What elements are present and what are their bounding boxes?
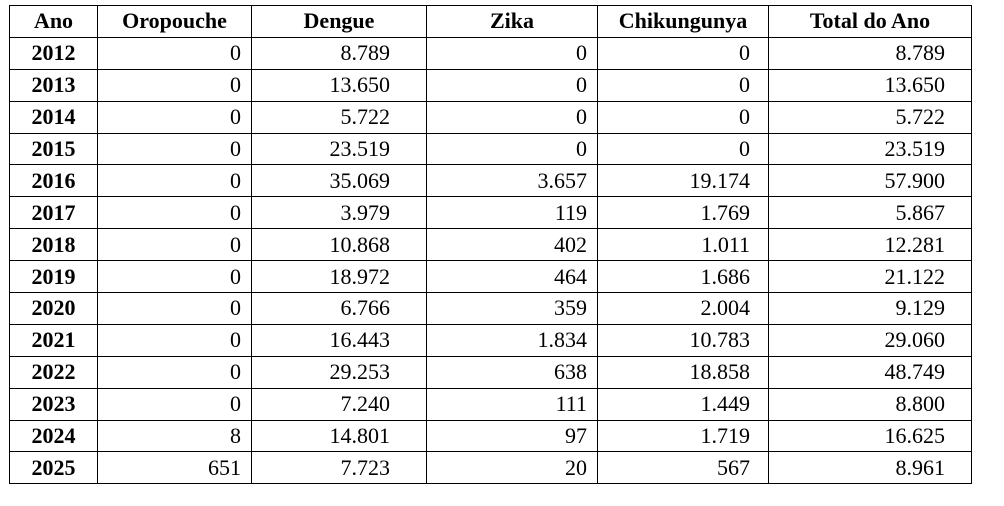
cell-chikungunya: 18.858: [598, 356, 769, 388]
header-oropouche: Oropouche: [98, 6, 252, 38]
cell-chikungunya: 567: [598, 452, 769, 484]
cell-oropouche: 0: [98, 356, 252, 388]
cell-dengue: 23.519: [252, 133, 427, 165]
cell-year: 2019: [10, 261, 98, 293]
cell-year: 2018: [10, 229, 98, 261]
cell-year: 2020: [10, 293, 98, 325]
cell-oropouche: 0: [98, 388, 252, 420]
cell-total: 48.749: [769, 356, 972, 388]
cell-dengue: 18.972: [252, 261, 427, 293]
cell-zika: 0: [427, 37, 598, 69]
cell-oropouche: 0: [98, 165, 252, 197]
cell-chikungunya: 0: [598, 101, 769, 133]
cell-zika: 0: [427, 101, 598, 133]
cell-year: 2015: [10, 133, 98, 165]
cell-total: 12.281: [769, 229, 972, 261]
cell-year: 2017: [10, 197, 98, 229]
table-row: [10, 293, 972, 325]
cell-zika: 97: [427, 420, 598, 452]
table-row: [10, 101, 972, 133]
cell-oropouche: 0: [98, 197, 252, 229]
cell-year: 2023: [10, 388, 98, 420]
cell-zika: 3.657: [427, 165, 598, 197]
cell-year: 2014: [10, 101, 98, 133]
cell-dengue: 35.069: [252, 165, 427, 197]
cell-chikungunya: 1.011: [598, 229, 769, 261]
arbovirus-cases-table: [9, 5, 972, 484]
table-row: [10, 229, 972, 261]
cell-year: 2016: [10, 165, 98, 197]
cell-oropouche: 0: [98, 37, 252, 69]
cell-total: 23.519: [769, 133, 972, 165]
cell-zika: 20: [427, 452, 598, 484]
cell-zika: 1.834: [427, 324, 598, 356]
cell-dengue: 10.868: [252, 229, 427, 261]
cell-zika: 0: [427, 133, 598, 165]
cell-dengue: 14.801: [252, 420, 427, 452]
cell-oropouche: 0: [98, 261, 252, 293]
cell-total: 21.122: [769, 261, 972, 293]
table-row: [10, 69, 972, 101]
cell-dengue: 7.240: [252, 388, 427, 420]
cell-chikungunya: 1.719: [598, 420, 769, 452]
header-total: Total do Ano: [769, 6, 972, 38]
cell-year: 2021: [10, 324, 98, 356]
cell-total: 8.789: [769, 37, 972, 69]
table-row: [10, 356, 972, 388]
table-row: [10, 388, 972, 420]
cell-dengue: 3.979: [252, 197, 427, 229]
cell-zika: 464: [427, 261, 598, 293]
header-zika: Zika: [427, 6, 598, 38]
cell-total: 5.722: [769, 101, 972, 133]
cell-zika: 359: [427, 293, 598, 325]
table-row: [10, 324, 972, 356]
cell-total: 9.129: [769, 293, 972, 325]
cell-total: 57.900: [769, 165, 972, 197]
cell-dengue: 5.722: [252, 101, 427, 133]
header-year: Ano: [10, 6, 98, 38]
cell-oropouche: 0: [98, 324, 252, 356]
cell-chikungunya: 19.174: [598, 165, 769, 197]
table-row: [10, 261, 972, 293]
cell-chikungunya: 2.004: [598, 293, 769, 325]
cell-year: 2013: [10, 69, 98, 101]
cell-oropouche: 8: [98, 420, 252, 452]
table-row: [10, 452, 972, 484]
cell-dengue: 16.443: [252, 324, 427, 356]
cell-total: 16.625: [769, 420, 972, 452]
table-row: [10, 420, 972, 452]
header-dengue: Dengue: [252, 6, 427, 38]
cell-total: 13.650: [769, 69, 972, 101]
table-header: [10, 6, 972, 38]
cell-dengue: 7.723: [252, 452, 427, 484]
table-row: [10, 133, 972, 165]
cell-total: 5.867: [769, 197, 972, 229]
cell-year: 2012: [10, 37, 98, 69]
cell-oropouche: 0: [98, 293, 252, 325]
header-row: [10, 6, 972, 38]
table-body: [10, 37, 972, 483]
cell-dengue: 8.789: [252, 37, 427, 69]
cell-chikungunya: 0: [598, 69, 769, 101]
cell-dengue: 6.766: [252, 293, 427, 325]
cell-oropouche: 0: [98, 133, 252, 165]
cell-chikungunya: 1.769: [598, 197, 769, 229]
arbovirus-cases-table-container: [9, 5, 972, 484]
cell-year: 2022: [10, 356, 98, 388]
cell-chikungunya: 1.686: [598, 261, 769, 293]
table-row: [10, 165, 972, 197]
cell-zika: 638: [427, 356, 598, 388]
header-chikungunya: Chikungunya: [598, 6, 769, 38]
table-row: [10, 197, 972, 229]
cell-oropouche: 0: [98, 101, 252, 133]
cell-oropouche: 0: [98, 229, 252, 261]
cell-chikungunya: 0: [598, 133, 769, 165]
cell-oropouche: 0: [98, 69, 252, 101]
cell-year: 2024: [10, 420, 98, 452]
cell-year: 2025: [10, 452, 98, 484]
cell-oropouche: 651: [98, 452, 252, 484]
cell-zika: 111: [427, 388, 598, 420]
cell-chikungunya: 0: [598, 37, 769, 69]
cell-total: 8.961: [769, 452, 972, 484]
cell-total: 8.800: [769, 388, 972, 420]
cell-chikungunya: 10.783: [598, 324, 769, 356]
cell-zika: 119: [427, 197, 598, 229]
cell-zika: 0: [427, 69, 598, 101]
cell-total: 29.060: [769, 324, 972, 356]
cell-dengue: 29.253: [252, 356, 427, 388]
cell-zika: 402: [427, 229, 598, 261]
table-row: [10, 37, 972, 69]
cell-dengue: 13.650: [252, 69, 427, 101]
cell-chikungunya: 1.449: [598, 388, 769, 420]
